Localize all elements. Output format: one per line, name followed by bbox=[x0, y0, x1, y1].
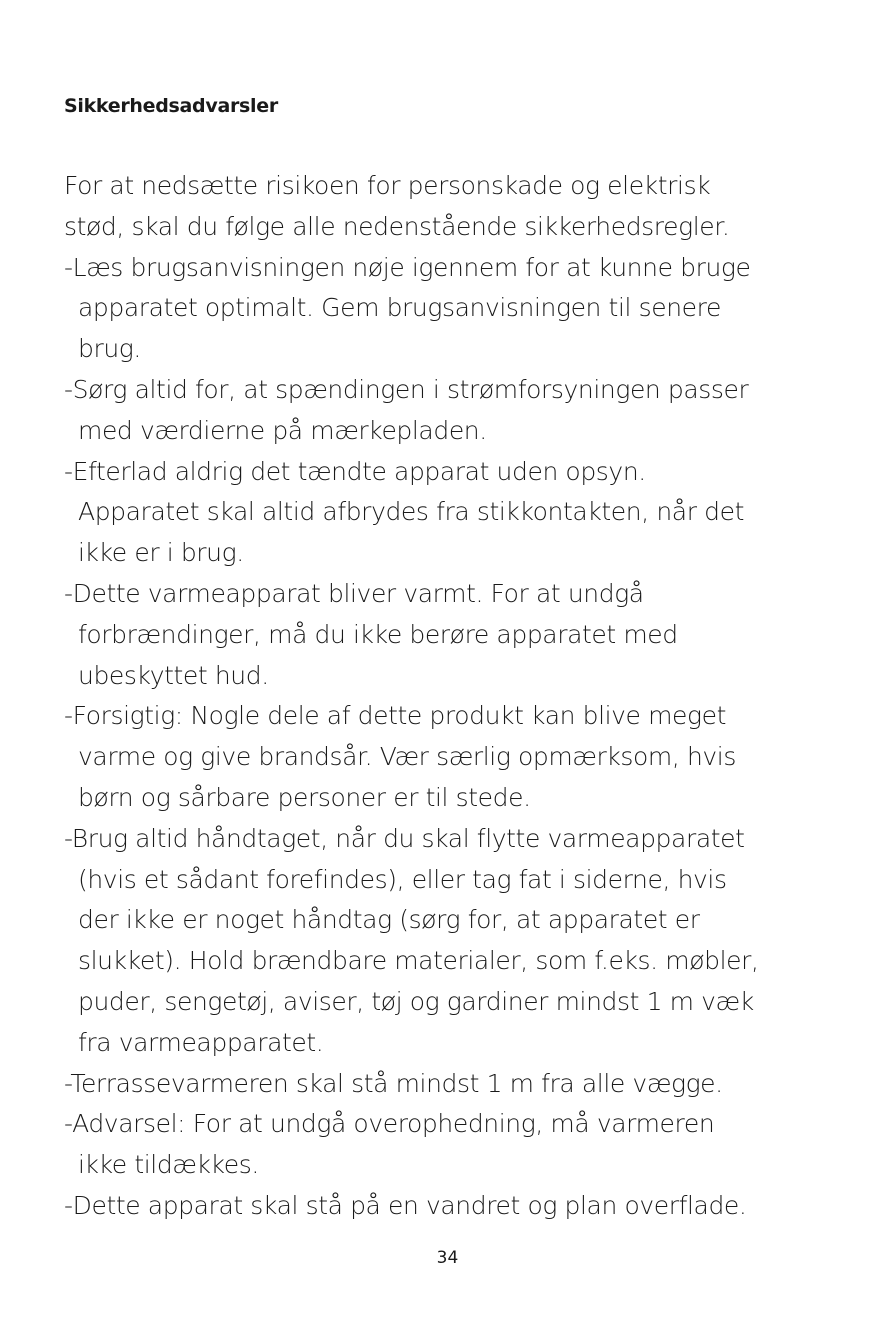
text-line: fra varmeapparatet. bbox=[78, 1027, 324, 1057]
text-line: slukket). Hold brændbare materialer, som f.eks. møbler, bbox=[78, 946, 759, 976]
text-line: stød, skal du følge alle nedenstående sikkerhedsregler. bbox=[64, 211, 730, 241]
section-heading: Sikkerhedsadvarsler bbox=[64, 95, 278, 117]
text-line: -Efterlad aldrig det tændte apparat uden opsyn. bbox=[64, 456, 646, 486]
text-line: -Forsigtig: Nogle dele af dette produkt kan blive meget bbox=[64, 701, 727, 731]
text-line: -Advarsel: For at undgå overophedning, må varmeren bbox=[64, 1109, 715, 1139]
text-line: -Terrassevarmeren skal stå mindst 1 m fra alle vægge. bbox=[64, 1068, 723, 1098]
text-line: ikke er i brug. bbox=[78, 538, 244, 568]
text-line: med værdierne på mærkepladen. bbox=[78, 415, 487, 445]
text-line: ikke tildækkes. bbox=[78, 1150, 259, 1180]
text-line: -Dette apparat skal stå på en vandret og plan overflade. bbox=[64, 1190, 747, 1220]
text-line: brug. bbox=[78, 334, 141, 364]
text-line: varme og give brandsår. Vær særlig opmærksom, hvis bbox=[78, 742, 736, 772]
text-line: Apparatet skal altid afbrydes fra stikkontakten, når det bbox=[78, 497, 744, 527]
text-line: forbrændinger, må du ikke berøre apparatet med bbox=[78, 619, 678, 649]
text-line: -Læs brugsanvisningen nøje igennem for at kunne bruge bbox=[64, 252, 751, 282]
text-line: (hvis et sådant forefindes), eller tag fat i siderne, hvis bbox=[78, 864, 727, 894]
text-line: børn og sårbare personer er til stede. bbox=[78, 782, 531, 812]
page-number: 34 bbox=[436, 1248, 459, 1268]
safety-text-block bbox=[64, 166, 864, 1227]
text-line: der ikke er noget håndtag (sørg for, at apparatet er bbox=[78, 905, 700, 935]
text-line: -Brug altid håndtaget, når du skal flytte varmeapparatet bbox=[64, 823, 745, 853]
text-line: apparatet optimalt. Gem brugsanvisningen til senere bbox=[78, 293, 721, 323]
text-line: -Sørg altid for, at spændingen i strømforsyningen passer bbox=[64, 374, 749, 404]
text-line: ubeskyttet hud. bbox=[78, 660, 269, 690]
text-line: For at nedsætte risikoen for personskade og elektrisk bbox=[64, 171, 711, 200]
text-line: -Dette varmeapparat bliver varmt. For at undgå bbox=[64, 578, 644, 608]
text-line: puder, sengetøj, aviser, tøj og gardiner mindst 1 m væk bbox=[78, 986, 754, 1016]
